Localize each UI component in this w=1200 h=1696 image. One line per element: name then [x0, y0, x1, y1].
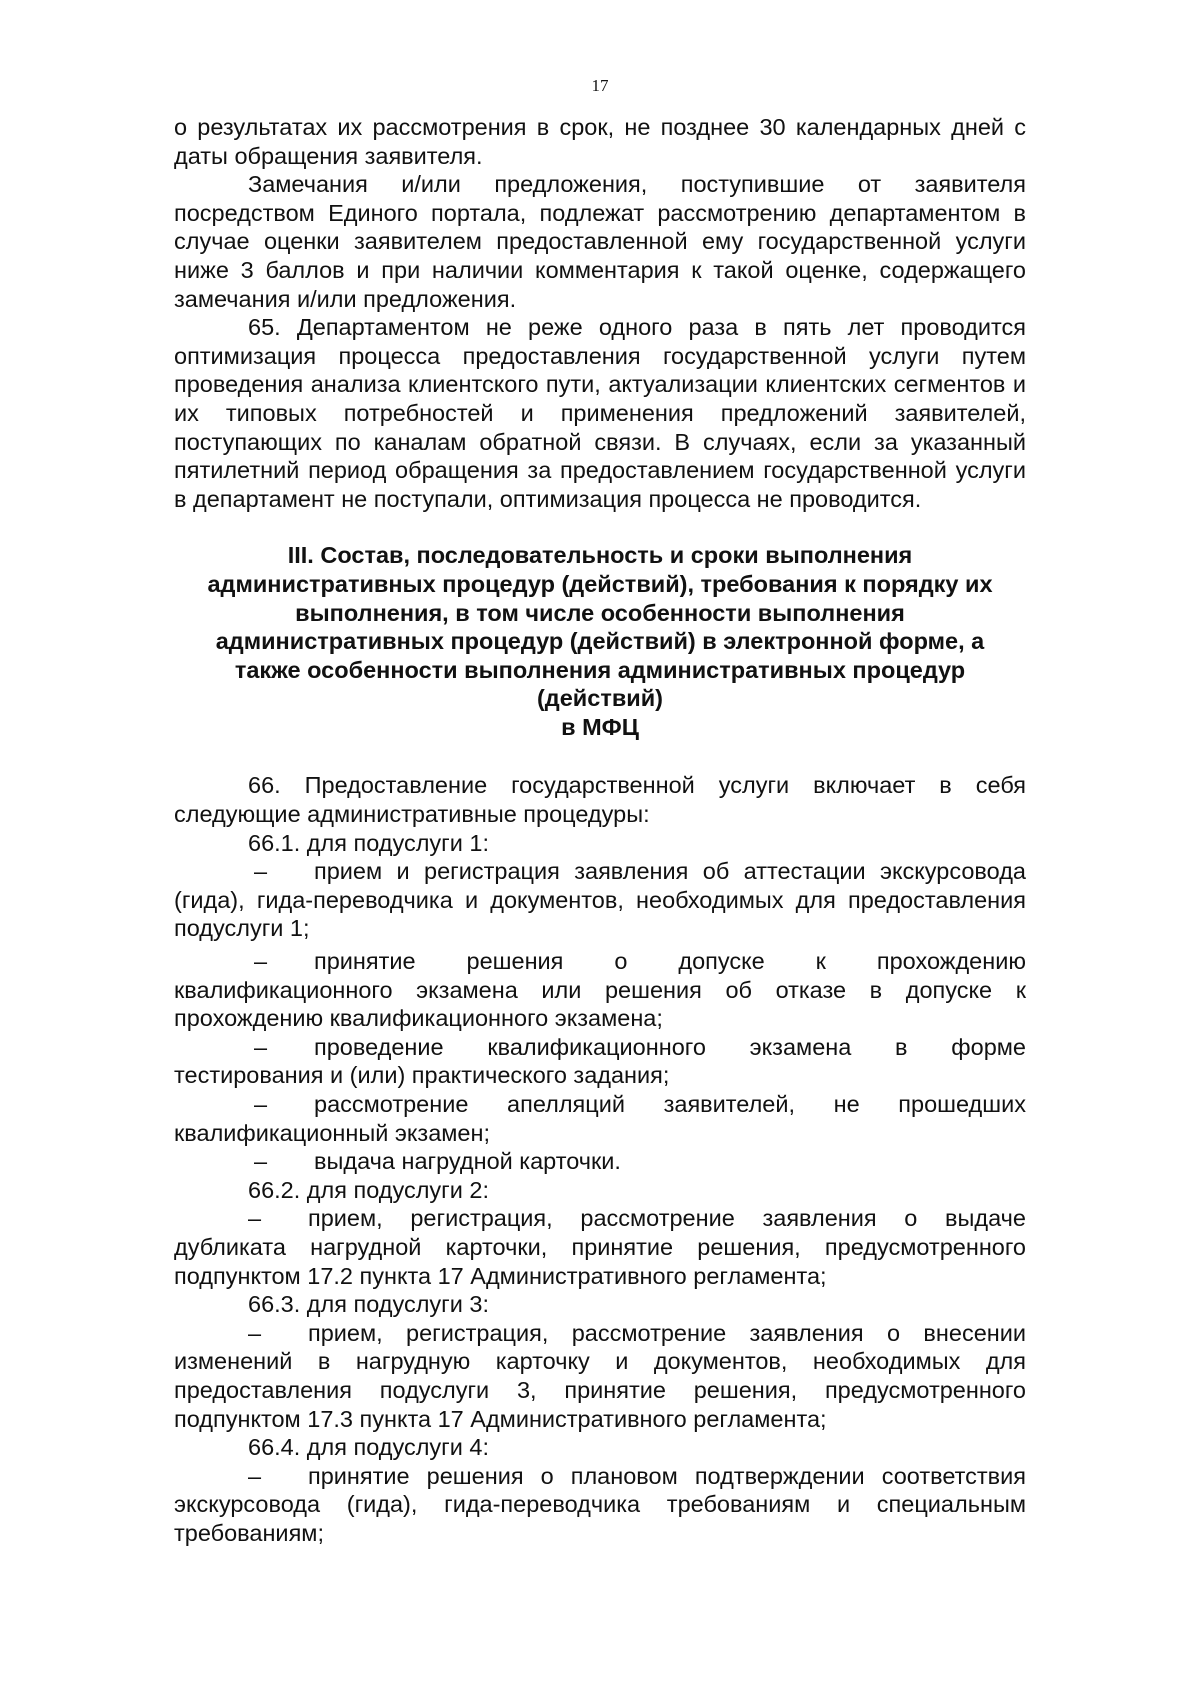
- dash-marker: –: [254, 1091, 268, 1117]
- list-item-text: принятие решения о допуске к прохождению квалификационного экзамена или решения об отказе в допуске к прохождению квалификационного экзамена;: [174, 948, 1026, 1032]
- dash-marker: –: [248, 1205, 262, 1232]
- list-item: [174, 1147, 1026, 1176]
- heading-line: III. Состав, последовательность и сроки выполнения: [287, 542, 913, 569]
- subsection-title-66-1: 66.1. для подуслуги 1:: [248, 829, 489, 856]
- dash-marker: –: [254, 1033, 268, 1060]
- heading-line: административных процедур (действий), требования к порядку их: [207, 570, 993, 597]
- paragraph-66-intro: 66. Предоставление государственной услуги включает в себя следующие административные процедуры:: [174, 772, 1026, 828]
- dash-marker: –: [254, 948, 268, 975]
- page-number: 17: [591, 76, 609, 95]
- paragraph-continuation: о результатах их рассмотрения в срок, не позднее 30 календарных дней с даты обращения заявителя.: [174, 114, 1026, 169]
- subsection-title-66-3: 66.3. для подуслуги 3:: [248, 1291, 489, 1318]
- section-heading: [174, 541, 1026, 741]
- list-item-text: выдача нагрудной карточки.: [314, 1148, 621, 1175]
- list-item-text: прием, регистрация, рассмотрение заявления о внесении изменений в нагрудную карточку и документов, необходимых для предоставления подуслуги 3, принятие решения, предусмотренного подпунктом 17.3 пункта 17 Административного регламента;: [174, 1319, 1026, 1432]
- subsection-title-66-2: 66.2. для подуслуги 2:: [248, 1176, 489, 1203]
- list-item-text: прием и регистрация заявления об аттестации экскурсовода (гида), гида-переводчика и документов, необходимых для предоставления подуслуги 1;: [174, 858, 1026, 942]
- dash-marker: –: [254, 1148, 268, 1175]
- list-item: [174, 1319, 1026, 1433]
- list-item: [174, 1090, 1026, 1147]
- paragraph-remarks: Замечания и/или предложения, поступившие от заявителя посредством Единого портала, подлежат рассмотрению департаментом в случае оценки заявителем предоставленной ему государственной услуги ниже 3 баллов и при наличии комментария к такой оценке, содержащего замечания и/или предложения.: [174, 171, 1026, 312]
- list-item: [174, 1033, 1026, 1090]
- list-item: [174, 857, 1026, 943]
- document-body: [174, 113, 1026, 1548]
- heading-line: выполнения, в том числе особенности выполнения: [295, 599, 905, 626]
- list-item-text: принятие решения о плановом подтверждении соответствия экскурсовода (гида), гида-переводчика требованиям и специальным требованиям;: [174, 1462, 1026, 1546]
- list-item-text: прием, регистрация, рассмотрение заявления о выдаче дубликата нагрудной карточки, принятие решения, предусмотренного подпунктом 17.2 пункта 17 Административного регламента;: [174, 1205, 1026, 1289]
- list-item-text: рассмотрение апелляций заявителей, не прошедших квалификационный экзамен;: [174, 1091, 1026, 1146]
- dash-marker: –: [248, 1319, 262, 1346]
- subsection-title-66-4: 66.4. для подуслуги 4:: [248, 1434, 489, 1461]
- list-item: [174, 1204, 1026, 1290]
- dash-marker: –: [254, 858, 268, 885]
- heading-line: административных процедур (действий) в электронной форме, а: [215, 628, 985, 655]
- heading-line: также особенности выполнения административных процедур (действий): [234, 656, 966, 712]
- dash-marker: –: [248, 1462, 262, 1489]
- list-item-text: проведение квалификационного экзамена в форме тестирования и (или) практического задания;: [174, 1033, 1026, 1089]
- heading-line: в МФЦ: [561, 713, 639, 740]
- list-item: [174, 1462, 1026, 1548]
- list-item: [174, 947, 1026, 1033]
- paragraph-65: 65. Департаментом не реже одного раза в пять лет проводится оптимизация процесса предоставления государственной услуги путем проведения анализа клиентского пути, актуализации клиентских сегментов и их типовых потребностей и применения предложений заявителей, поступающих по каналам обратной связи. В случаях, если за указанный пятилетний период обращения за предоставлением государственной услуги в департамент не поступали, оптимизация процесса не проводится.: [174, 314, 1026, 512]
